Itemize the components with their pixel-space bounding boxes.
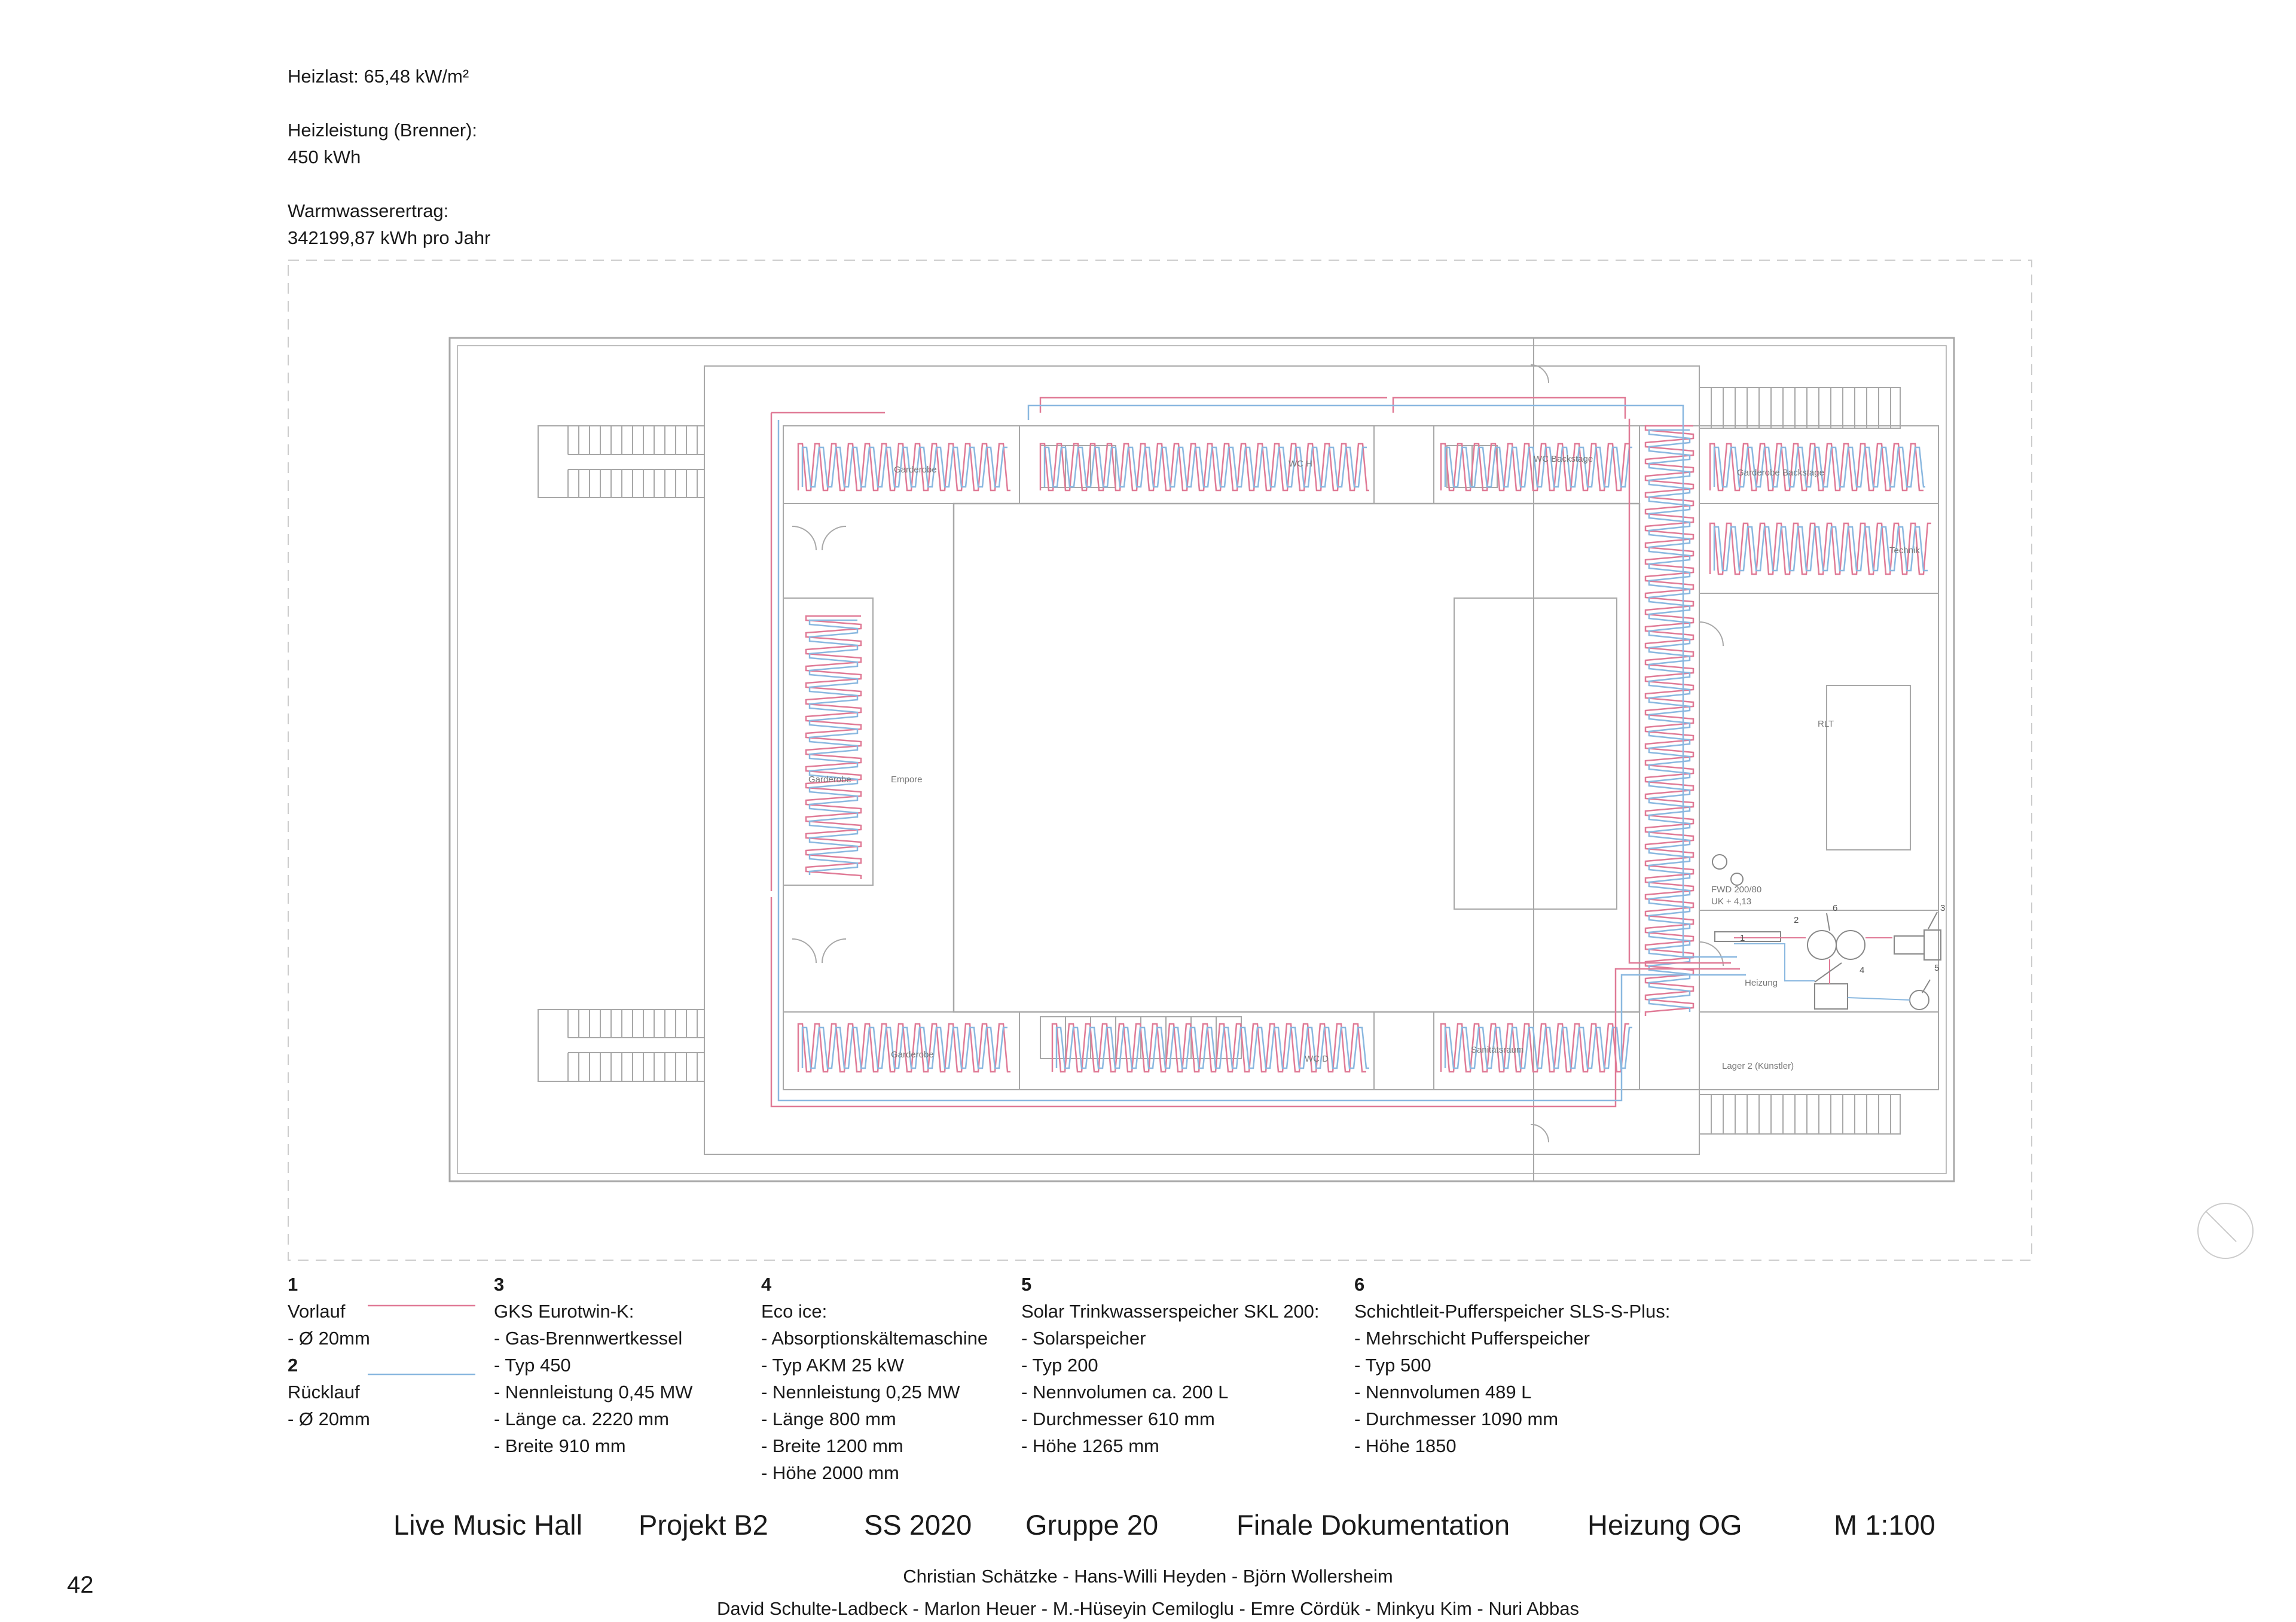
room-label-lager: Lager 2 (Künstler) bbox=[1722, 1061, 1794, 1071]
legend-item: - Typ 200 bbox=[1021, 1355, 1098, 1376]
legend-ruecklauf-diameter: - Ø 20mm bbox=[288, 1408, 370, 1429]
footer-semester: SS 2020 bbox=[864, 1509, 972, 1541]
footer-doc: Finale Dokumentation bbox=[1236, 1509, 1510, 1541]
legend-item: - Länge ca. 2220 mm bbox=[494, 1408, 669, 1429]
room-label-wc-d: WC D bbox=[1305, 1054, 1329, 1064]
legend-item: - Absorptionskältemaschine bbox=[761, 1328, 988, 1349]
heizleistung-label: Heizleistung (Brenner): bbox=[288, 120, 478, 141]
heating-coil bbox=[1052, 1024, 1366, 1072]
legend-num-3: 3 bbox=[494, 1274, 505, 1295]
legend-item: - Gas-Brennwertkessel bbox=[494, 1328, 683, 1349]
footer-project: Live Music Hall bbox=[393, 1509, 583, 1541]
warmwasser-value: 342199,87 kWh pro Jahr bbox=[288, 227, 491, 248]
legend-vorlauf: Vorlauf bbox=[288, 1301, 346, 1322]
legend-item: - Nennvolumen ca. 200 L bbox=[1021, 1382, 1229, 1403]
footer-credits-1: Christian Schätzke - Hans-Willi Heyden - Björn Wollersheim bbox=[903, 1566, 1393, 1587]
room-label-sanitaetsraum: Sanitätsraum bbox=[1471, 1045, 1524, 1055]
footer-credits-2: David Schulte-Ladbeck - Marlon Heuer - M.-Hüseyin Cemiloglu - Emre Cördük - Minkyu Kim - Nuri Abbas bbox=[717, 1598, 1579, 1619]
heizleistung-value: 450 kWh bbox=[288, 147, 361, 167]
legend-item: - Breite 1200 mm bbox=[761, 1435, 903, 1456]
room-label-heizung: Heizung bbox=[1745, 978, 1778, 988]
legend-item: - Nennvolumen 489 L bbox=[1354, 1382, 1532, 1403]
heating-coil bbox=[1710, 444, 1923, 490]
legend-item: - Länge 800 mm bbox=[761, 1408, 896, 1429]
boiler-unit bbox=[1894, 936, 1924, 954]
footer-sheet: Heizung OG bbox=[1587, 1509, 1742, 1541]
room-label-technik: Technik bbox=[1889, 545, 1920, 556]
stair-bottom-right bbox=[1699, 1094, 1900, 1134]
puffer-speicher-1 bbox=[1808, 931, 1836, 959]
legend-boiler-title: GKS Eurotwin-K: bbox=[494, 1301, 634, 1322]
room-label-garderobe-bottom: Garderobe bbox=[891, 1050, 934, 1060]
stair-top-right bbox=[1699, 388, 1900, 428]
room-label-wc-backstage: WC Backstage bbox=[1534, 454, 1593, 464]
legend-puffer-title: Schichtleit-Pufferspeicher SLS-S-Plus: bbox=[1354, 1301, 1671, 1322]
legend-item: - Nennleistung 0,45 MW bbox=[494, 1382, 693, 1403]
ruecklauf-riser bbox=[778, 406, 1746, 1100]
room-label-rlt: RLT bbox=[1818, 719, 1834, 729]
marker-4: 4 bbox=[1860, 965, 1865, 975]
room-label-fwd: FWD 200/80 bbox=[1711, 885, 1762, 895]
akm-unit bbox=[1815, 984, 1848, 1009]
footer-projekt: Projekt B2 bbox=[639, 1509, 768, 1541]
legend-puffer bbox=[1354, 1271, 1670, 1459]
stair-bottom-left bbox=[538, 1010, 704, 1081]
equipment-markers bbox=[1740, 903, 1945, 975]
legend-num-6: 6 bbox=[1354, 1274, 1365, 1295]
marker-6: 6 bbox=[1833, 903, 1838, 913]
legend-item: - Mehrschicht Pufferspeicher bbox=[1354, 1328, 1590, 1349]
marker-2: 2 bbox=[1794, 915, 1799, 925]
legend-pipes bbox=[288, 1271, 370, 1432]
footer-scale: M 1:100 bbox=[1834, 1509, 1935, 1541]
legend-ruecklauf: Rücklauf bbox=[288, 1382, 360, 1403]
legend-solar-title: Solar Trinkwasserspeicher SKL 200: bbox=[1021, 1301, 1320, 1322]
room-label-garderobe-left: Garderobe bbox=[808, 775, 851, 785]
legend-item: - Höhe 1850 bbox=[1354, 1435, 1457, 1456]
legend-item: - Typ 450 bbox=[494, 1355, 571, 1376]
page-number: 42 bbox=[67, 1572, 94, 1598]
legend-eco-ice-title: Eco ice: bbox=[761, 1301, 828, 1322]
legend-solar bbox=[1021, 1271, 1320, 1459]
legend-num-4: 4 bbox=[761, 1274, 772, 1295]
legend-item: - Höhe 2000 mm bbox=[761, 1462, 899, 1483]
legend-item: - Höhe 1265 mm bbox=[1021, 1435, 1159, 1456]
north-arrow-icon bbox=[2198, 1203, 2253, 1258]
warmwasser-label: Warmwasserertrag: bbox=[288, 200, 449, 221]
drawing-frame bbox=[288, 260, 2032, 1260]
footer-gruppe: Gruppe 20 bbox=[1025, 1509, 1159, 1541]
room-label-garderobe-top: Garderobe bbox=[894, 465, 937, 475]
legend-boiler bbox=[494, 1271, 693, 1459]
legend-item: - Solarspeicher bbox=[1021, 1328, 1146, 1349]
room-label-empore: Empore bbox=[891, 775, 923, 785]
heizlast-text: Heizlast: 65,48 kW/m² bbox=[288, 66, 469, 87]
legend-item: - Durchmesser 1090 mm bbox=[1354, 1408, 1559, 1429]
room-label-wc-h: WC H bbox=[1289, 459, 1312, 469]
legend-item: - Durchmesser 610 mm bbox=[1021, 1408, 1215, 1429]
legend-eco-ice bbox=[761, 1271, 988, 1486]
heating-coil bbox=[806, 616, 861, 879]
legend-item: - Typ AKM 25 kW bbox=[761, 1355, 904, 1376]
room-label-garderobe-backstage: Garderobe Backstage bbox=[1737, 468, 1824, 478]
legend-num-5: 5 bbox=[1021, 1274, 1032, 1295]
legend-num-2: 2 bbox=[288, 1355, 298, 1376]
marker-3: 3 bbox=[1940, 903, 1946, 913]
legend-num-1: 1 bbox=[288, 1274, 298, 1295]
legend-vorlauf-diameter: - Ø 20mm bbox=[288, 1328, 370, 1349]
stair-top-left bbox=[538, 426, 704, 498]
legend-item: - Nennleistung 0,25 MW bbox=[761, 1382, 960, 1403]
heating-coil bbox=[798, 1024, 1010, 1072]
legend-item: - Breite 910 mm bbox=[494, 1435, 626, 1456]
puffer-speicher-2 bbox=[1836, 931, 1865, 959]
legend-item: - Typ 500 bbox=[1354, 1355, 1431, 1376]
solar-speicher bbox=[1910, 990, 1929, 1010]
marker-1: 1 bbox=[1740, 933, 1745, 943]
room-label-uk: UK + 4,13 bbox=[1711, 897, 1752, 907]
marker-5: 5 bbox=[1934, 963, 1940, 973]
